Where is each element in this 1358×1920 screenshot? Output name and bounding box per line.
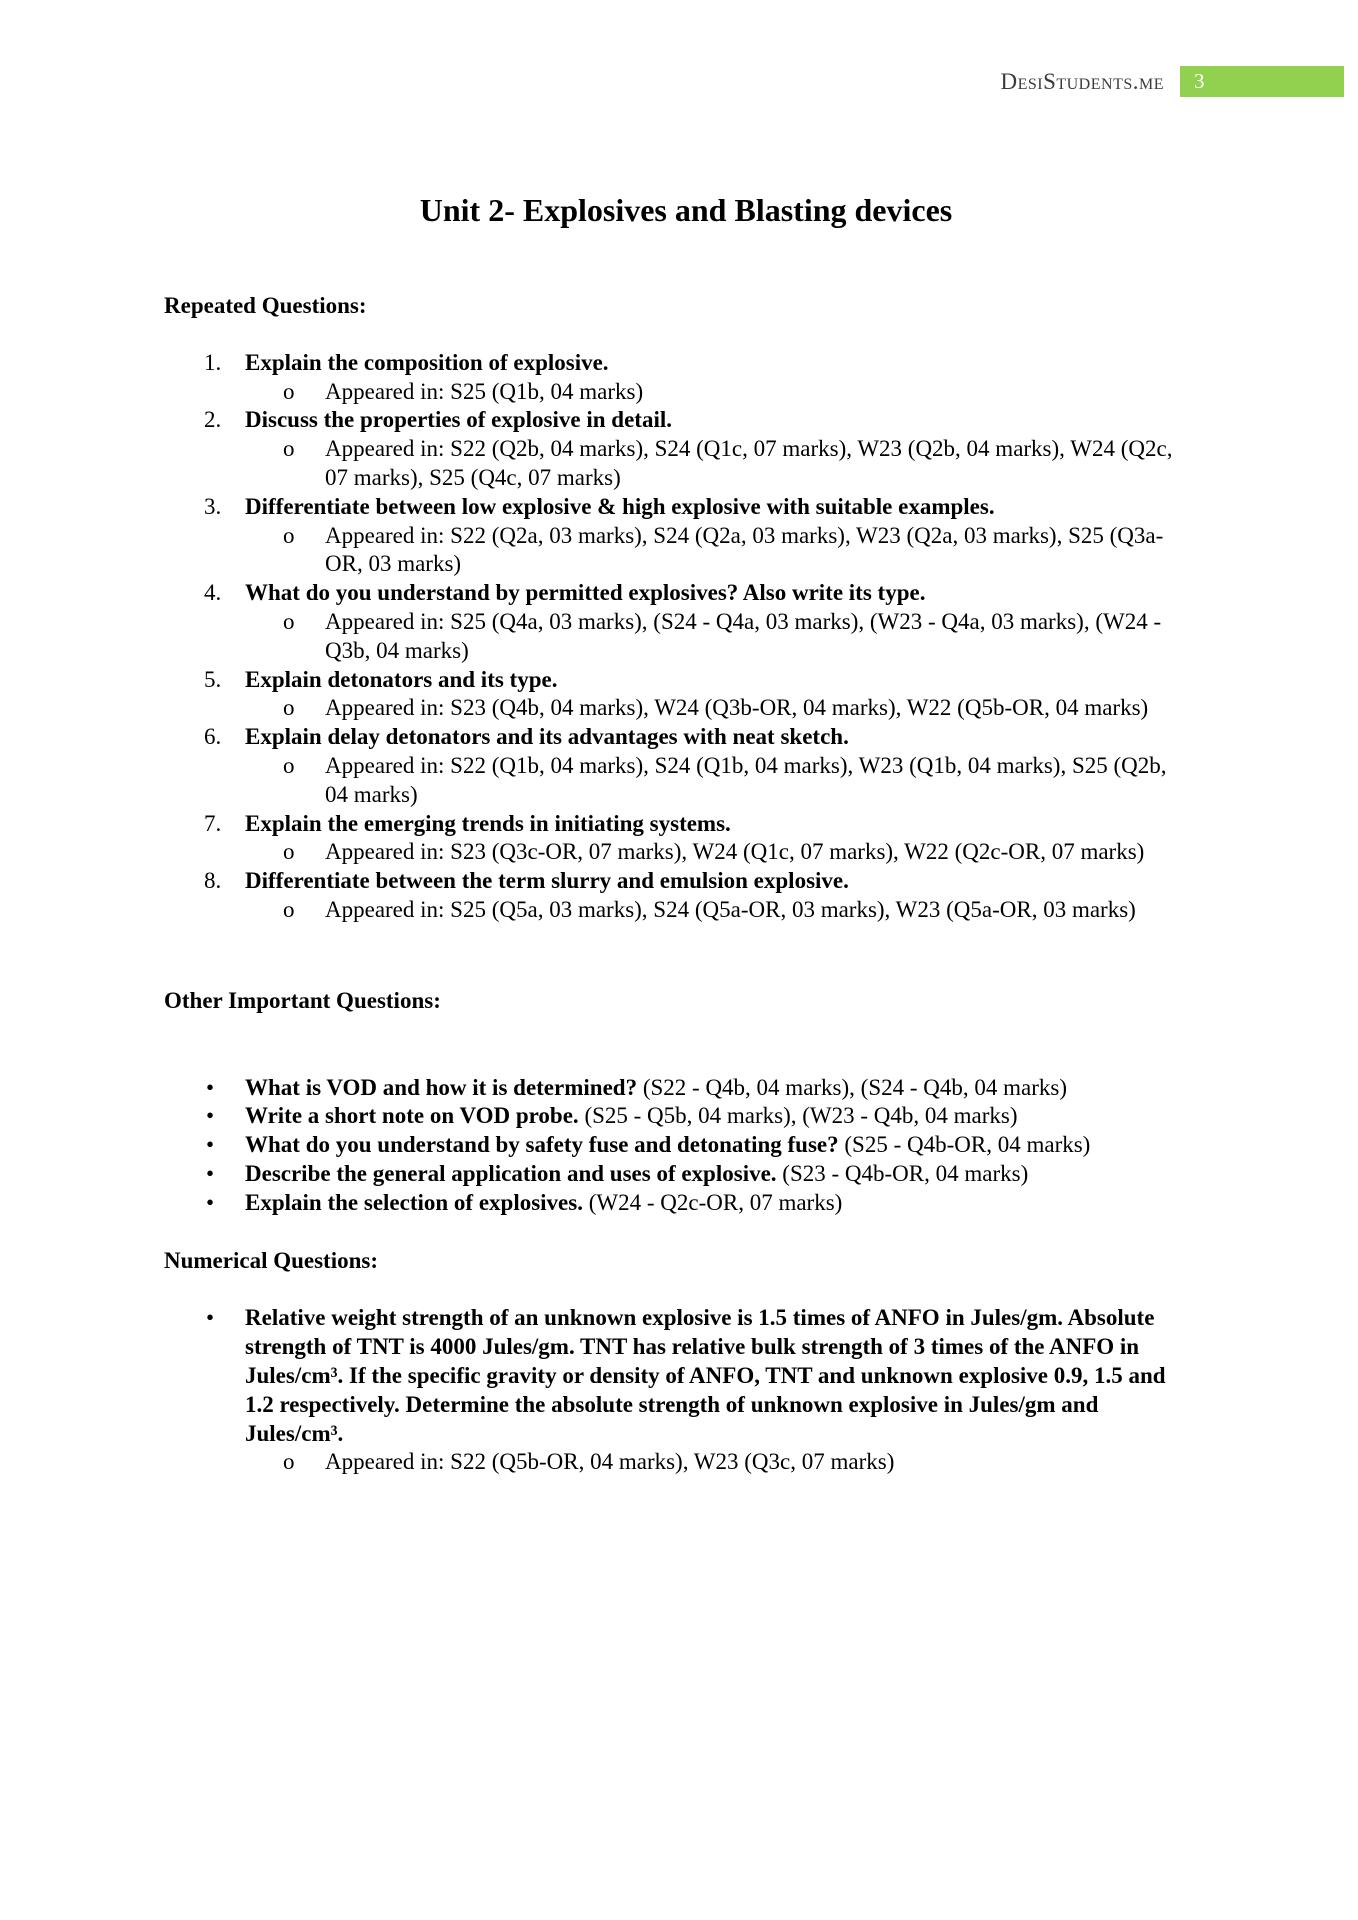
list-item bbox=[164, 1102, 1194, 1131]
question-text: Describe the general application and uses of explosive. bbox=[245, 1160, 777, 1186]
sub-bullet: o bbox=[283, 839, 295, 865]
appeared-line bbox=[164, 694, 1194, 723]
appeared-text: Appeared in: S23 (Q4b, 04 marks), W24 (Q3b-OR, 04 marks), W22 (Q5b-OR, 04 marks) bbox=[325, 695, 1149, 721]
document-body bbox=[164, 292, 1194, 1477]
sub-bullet: o bbox=[283, 1449, 295, 1475]
list-item bbox=[164, 493, 1194, 579]
site-name: DesiStudents.me bbox=[1000, 68, 1164, 94]
appeared-text: Appeared in: S22 (Q2b, 04 marks), S24 (Q1c, 07 marks), W23 (Q2b, 04 marks), W24 (Q2c, 07 marks), S25 (Q4c, 07 marks) bbox=[325, 436, 1173, 490]
appeared-text: Appeared in: S22 (Q5b-OR, 04 marks), W23 (Q3c, 07 marks) bbox=[325, 1449, 895, 1475]
question-text: Differentiate between low explosive & high explosive with suitable examples. bbox=[245, 493, 995, 519]
item-number: 2. bbox=[204, 407, 222, 433]
appeared-text: Appeared in: S25 (Q4a, 03 marks), (S24 - Q4a, 03 marks), (W23 - Q4a, 03 marks), (W24 - Q3b, 04 marks) bbox=[325, 608, 1162, 663]
question-text: Explain delay detonators and its advantages with neat sketch. bbox=[245, 724, 849, 750]
list-item bbox=[164, 1131, 1194, 1160]
question-ref: (S25 - Q5b, 04 marks), (W23 - Q4b, 04 marks) bbox=[578, 1103, 1018, 1129]
item-number: 4. bbox=[204, 580, 222, 606]
sub-bullet: o bbox=[283, 608, 295, 634]
appeared-line bbox=[164, 752, 1194, 810]
sub-bullet: o bbox=[283, 378, 295, 404]
item-number: 6. bbox=[204, 724, 222, 750]
bullet: • bbox=[206, 1189, 215, 1215]
question-ref: (S22 - Q4b, 04 marks), (S24 - Q4b, 04 marks) bbox=[637, 1074, 1068, 1100]
item-number: 7. bbox=[204, 810, 222, 836]
bullet: • bbox=[206, 1103, 215, 1129]
question-text: Explain the composition of explosive. bbox=[245, 349, 609, 375]
list-item bbox=[164, 867, 1194, 925]
list-item bbox=[164, 723, 1194, 809]
appeared-line bbox=[164, 378, 1194, 407]
appeared-line bbox=[164, 435, 1194, 493]
page-header bbox=[1000, 66, 1344, 97]
appeared-text: Appeared in: S22 (Q1b, 04 marks), S24 (Q1b, 04 marks), W23 (Q1b, 04 marks), S25 (Q2b, 04 marks) bbox=[325, 752, 1167, 807]
question-text: Explain detonators and its type. bbox=[245, 666, 558, 692]
sub-bullet: o bbox=[283, 896, 295, 922]
appeared-line bbox=[164, 1448, 1194, 1477]
question-text: What do you understand by permitted explosives? Also write its type. bbox=[245, 580, 926, 606]
appeared-text: Appeared in: S25 (Q5a, 03 marks), S24 (Q5a-OR, 03 marks), W23 (Q5a-OR, 03 marks) bbox=[325, 896, 1136, 922]
repeated-questions-list bbox=[164, 349, 1194, 925]
appeared-line bbox=[164, 838, 1194, 867]
item-number: 8. bbox=[204, 868, 222, 894]
bullet: • bbox=[206, 1160, 215, 1186]
appeared-text: Appeared in: S22 (Q2a, 03 marks), S24 (Q2a, 03 marks), W23 (Q2a, 03 marks), S25 (Q3a-OR, 03 marks) bbox=[325, 522, 1164, 577]
item-number: 3. bbox=[204, 493, 222, 519]
sub-bullet: o bbox=[283, 752, 295, 778]
question-text: Explain the selection of explosives. bbox=[245, 1189, 583, 1215]
list-item bbox=[164, 1074, 1194, 1103]
repeated-questions-heading: Repeated Questions: bbox=[164, 293, 367, 318]
page-number-badge: 3 bbox=[1180, 66, 1344, 97]
list-item bbox=[164, 349, 1194, 407]
question-text: Differentiate between the term slurry and emulsion explosive. bbox=[245, 868, 849, 894]
other-questions-list bbox=[164, 1074, 1194, 1218]
sub-bullet: o bbox=[283, 436, 295, 462]
question-text: What is VOD and how it is determined? bbox=[245, 1074, 638, 1100]
item-number: 5. bbox=[204, 666, 222, 692]
bullet: • bbox=[206, 1305, 215, 1331]
list-item bbox=[164, 406, 1194, 492]
question-text: Relative weight strength of an unknown explosive is 1.5 times of ANFO in Jules/gm. Absolute strength of TNT is 4000 Jules/gm. TNT has relative bulk strength of 3 times of the ANFO in Jules/cm³. If the specific gravity or density of ANFO, TNT and unknown explosive 0.9, 1.5 and 1.2 respectively. Determine the absolute strength of unknown explosive in Jules/gm and Jules/cm³. bbox=[245, 1305, 1166, 1446]
appeared-line bbox=[164, 522, 1194, 580]
list-item bbox=[164, 579, 1194, 665]
sub-bullet: o bbox=[283, 695, 295, 721]
bullet: • bbox=[206, 1132, 215, 1158]
other-questions-heading: Other Important Questions: bbox=[164, 987, 441, 1013]
list-item bbox=[164, 666, 1194, 724]
numerical-questions-list bbox=[164, 1304, 1194, 1477]
question-ref: (S25 - Q4b-OR, 04 marks) bbox=[838, 1132, 1091, 1158]
appeared-line bbox=[164, 896, 1194, 925]
page-title: Unit 2- Explosives and Blasting devices bbox=[419, 192, 953, 228]
question-text: Write a short note on VOD probe. bbox=[245, 1103, 579, 1129]
appeared-line bbox=[164, 608, 1194, 666]
bullet: • bbox=[206, 1074, 215, 1100]
question-text: Discuss the properties of explosive in detail. bbox=[245, 407, 672, 433]
sub-bullet: o bbox=[283, 522, 295, 548]
numerical-questions-heading: Numerical Questions: bbox=[164, 1247, 379, 1273]
list-item bbox=[164, 1189, 1194, 1218]
list-item bbox=[164, 810, 1194, 868]
appeared-text: Appeared in: S23 (Q3c-OR, 07 marks), W24 (Q1c, 07 marks), W22 (Q2c-OR, 07 marks) bbox=[325, 839, 1145, 865]
list-item bbox=[164, 1304, 1194, 1477]
question-ref: (W24 - Q2c-OR, 07 marks) bbox=[582, 1189, 843, 1215]
list-item bbox=[164, 1160, 1194, 1189]
question-text: Explain the emerging trends in initiating systems. bbox=[245, 810, 731, 836]
question-ref: (S23 - Q4b-OR, 04 marks) bbox=[776, 1160, 1029, 1186]
question-text: What do you understand by safety fuse and detonating fuse? bbox=[245, 1132, 839, 1158]
appeared-text: Appeared in: S25 (Q1b, 04 marks) bbox=[325, 378, 644, 404]
item-number: 1. bbox=[204, 349, 222, 375]
